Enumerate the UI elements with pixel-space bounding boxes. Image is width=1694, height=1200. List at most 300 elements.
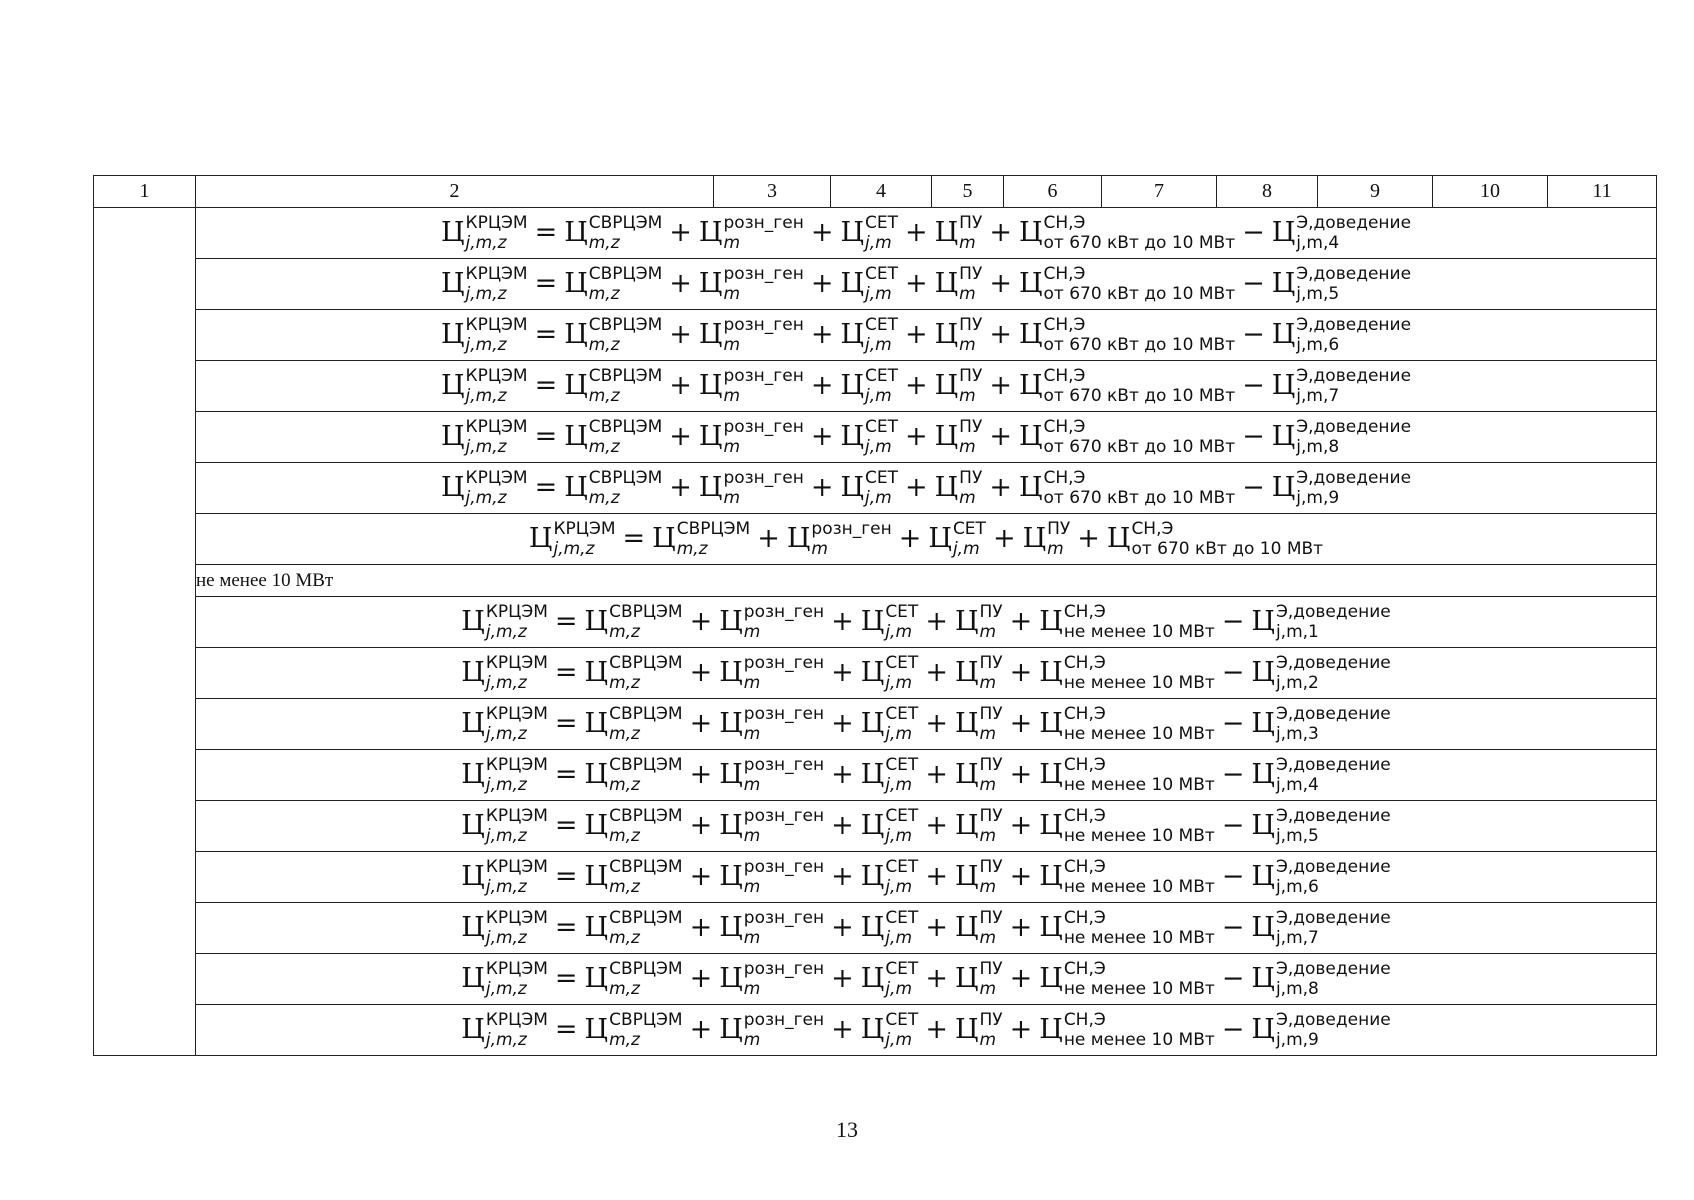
superscript: СВРЦЭМ — [609, 754, 683, 775]
price-symbol: Ц — [719, 707, 743, 739]
superscript: СЕТ — [885, 754, 919, 775]
script-stack — [1275, 652, 1391, 693]
script-stack — [723, 212, 804, 253]
script-stack — [1063, 703, 1215, 744]
price-symbol: Ц — [840, 318, 864, 350]
operator: + — [669, 420, 692, 452]
subscript: m,z — [609, 825, 640, 846]
formula — [440, 212, 1412, 253]
subscript: m,z — [609, 876, 640, 897]
formula-term — [584, 805, 683, 846]
price-symbol: Ц — [954, 707, 979, 739]
operator: = — [622, 522, 646, 554]
price-symbol: Ц — [860, 911, 885, 943]
subscript: j,m,z — [465, 487, 507, 508]
subscript: m — [743, 978, 761, 999]
formula-term — [719, 601, 825, 642]
script-stack — [723, 467, 804, 508]
operator: + — [689, 707, 713, 739]
subscript: m — [959, 487, 976, 508]
script-stack — [864, 467, 898, 508]
script-stack — [1063, 856, 1215, 897]
formula-cell — [196, 463, 1657, 514]
operator: + — [831, 860, 854, 892]
price-symbol: Ц — [860, 707, 885, 739]
script-stack — [743, 907, 825, 948]
script-stack — [1043, 365, 1236, 406]
script-stack — [1063, 805, 1215, 846]
subscript: j,m — [885, 723, 912, 744]
subscript: m — [979, 978, 997, 999]
script-stack — [485, 652, 548, 693]
script-stack — [885, 703, 919, 744]
formula-term — [934, 416, 983, 457]
superscript: СВРЦЭМ — [588, 263, 663, 284]
superscript: Э,доведение — [1275, 1009, 1391, 1030]
price-symbol: Ц — [1271, 216, 1296, 248]
formula-term — [564, 212, 663, 253]
operator: + — [992, 522, 1016, 554]
superscript: розн_ген — [743, 958, 825, 979]
subscript: не менее 10 МВт — [1063, 876, 1215, 897]
price-symbol: Ц — [1271, 267, 1296, 299]
header-cell: 3 — [714, 176, 831, 208]
subscript: j,m,9 — [1275, 1029, 1319, 1050]
subscript: не менее 10 МВт — [1063, 978, 1215, 999]
operator: + — [1009, 809, 1033, 841]
price-symbol: Ц — [934, 267, 959, 299]
script-stack — [465, 467, 528, 508]
superscript: СН,Э — [1063, 1009, 1106, 1030]
formula-term — [1271, 314, 1412, 355]
formula-cell — [196, 361, 1657, 412]
script-stack — [743, 856, 825, 897]
operator: − — [1242, 420, 1265, 452]
script-stack — [959, 263, 983, 304]
header-cell: 4 — [831, 176, 932, 208]
formula-term — [440, 263, 528, 304]
superscript: СЕТ — [864, 314, 898, 335]
operator: + — [1009, 911, 1033, 943]
superscript: СЕТ — [885, 958, 919, 979]
script-stack — [1063, 1009, 1215, 1050]
operator: = — [554, 707, 578, 739]
subscript: j,m,z — [485, 1029, 527, 1050]
price-symbol: Ц — [1251, 860, 1275, 892]
superscript: розн_ген — [743, 856, 825, 877]
script-stack — [885, 958, 919, 999]
script-stack — [1063, 754, 1215, 795]
operator: + — [810, 420, 834, 452]
price-symbol: Ц — [1271, 318, 1296, 350]
operator: − — [1221, 809, 1245, 841]
script-stack — [609, 754, 683, 795]
formula-term — [1271, 416, 1412, 457]
operator: + — [689, 656, 713, 688]
subscript: m — [1047, 538, 1064, 559]
operator: = — [534, 471, 558, 503]
operator: − — [1242, 318, 1265, 350]
price-symbol: Ц — [1251, 809, 1275, 841]
price-symbol: Ц — [1039, 911, 1063, 943]
formula-term — [1271, 467, 1412, 508]
operator: + — [831, 809, 854, 841]
superscript: СВРЦЭМ — [609, 1009, 683, 1030]
operator: + — [1009, 758, 1033, 790]
script-stack — [1275, 805, 1391, 846]
header-cell: 7 — [1102, 176, 1217, 208]
formula-term — [840, 416, 898, 457]
formula-term — [461, 754, 548, 795]
formula-term — [1018, 467, 1236, 508]
formula-term — [461, 856, 548, 897]
operator: + — [904, 420, 928, 452]
formula-cell — [196, 801, 1657, 852]
superscript: СЕТ — [864, 467, 898, 488]
superscript: КРЦЭМ — [485, 652, 548, 673]
table-row — [94, 412, 1657, 463]
formula — [461, 907, 1391, 948]
superscript: ПУ — [959, 365, 983, 386]
formula-cell — [196, 648, 1657, 699]
price-symbol: Ц — [1039, 1013, 1063, 1045]
superscript: розн_ген — [723, 365, 804, 386]
subscript: от 670 кВт до 10 МВт — [1043, 334, 1236, 355]
superscript: СВРЦЭМ — [609, 958, 683, 979]
subscript: j,m,5 — [1275, 825, 1319, 846]
formula-term — [1022, 518, 1071, 559]
operator: − — [1242, 267, 1265, 299]
operator: + — [989, 267, 1012, 299]
price-symbol: Ц — [440, 420, 465, 452]
superscript: СН,Э — [1063, 805, 1106, 826]
script-stack — [1063, 958, 1215, 999]
formula-term — [860, 754, 919, 795]
subscript: m — [723, 283, 741, 304]
operator: + — [925, 656, 948, 688]
price-symbol: Ц — [954, 656, 979, 688]
formula-term — [954, 907, 1003, 948]
table-row — [94, 514, 1657, 565]
superscript: СН,Э — [1043, 314, 1086, 335]
formula-term — [719, 652, 825, 693]
formula-term — [698, 314, 804, 355]
script-stack — [952, 518, 986, 559]
script-stack — [885, 754, 919, 795]
superscript: СН,Э — [1043, 416, 1086, 437]
script-stack — [979, 958, 1003, 999]
formula-term — [860, 856, 919, 897]
table-row — [94, 750, 1657, 801]
col1-cell — [94, 208, 196, 1056]
script-stack — [864, 314, 898, 355]
script-stack — [1296, 263, 1412, 304]
formula-term — [1251, 703, 1391, 744]
subscript: j,m,9 — [1296, 487, 1340, 508]
script-stack — [723, 416, 804, 457]
price-symbol: Ц — [698, 216, 723, 248]
formula-term — [564, 314, 663, 355]
superscript: ПУ — [979, 601, 1003, 622]
formula-term — [1018, 416, 1236, 457]
price-symbol: Ц — [1251, 911, 1275, 943]
table-row — [94, 1005, 1657, 1056]
header-cell: 8 — [1217, 176, 1318, 208]
formula-term — [934, 263, 983, 304]
formula-cell — [196, 903, 1657, 954]
script-stack — [864, 263, 898, 304]
price-symbol: Ц — [719, 656, 743, 688]
price-symbol: Ц — [1039, 809, 1063, 841]
script-stack — [485, 601, 548, 642]
operator: + — [925, 707, 948, 739]
price-symbol: Ц — [1251, 707, 1275, 739]
superscript: СН,Э — [1063, 703, 1106, 724]
subscript: j,m — [885, 927, 912, 948]
script-stack — [959, 212, 983, 253]
script-stack — [1063, 601, 1215, 642]
formula — [461, 601, 1391, 642]
superscript: СН,Э — [1063, 958, 1106, 979]
table-row — [94, 259, 1657, 310]
price-symbol: Ц — [698, 267, 723, 299]
price-symbol: Ц — [719, 605, 743, 637]
formula-term — [698, 263, 804, 304]
formula-term — [1039, 703, 1215, 744]
price-symbol: Ц — [564, 420, 588, 452]
price-symbol: Ц — [954, 1013, 979, 1045]
subscript: j,m,z — [485, 825, 527, 846]
script-stack — [979, 703, 1003, 744]
formula-term — [954, 856, 1003, 897]
formula-term — [584, 1009, 683, 1050]
table-row — [94, 852, 1657, 903]
superscript: ПУ — [979, 703, 1003, 724]
subscript: j,m,5 — [1296, 283, 1340, 304]
price-symbol: Ц — [786, 522, 811, 554]
operator: + — [831, 962, 854, 994]
price-symbol: Ц — [1106, 522, 1131, 554]
operator: + — [831, 1013, 854, 1045]
subscript: j,m,z — [465, 232, 507, 253]
price-symbol: Ц — [584, 1013, 609, 1045]
script-stack — [885, 652, 919, 693]
script-stack — [743, 652, 825, 693]
operator: = — [554, 1013, 578, 1045]
formula-term — [461, 601, 548, 642]
page-number: 13 — [836, 1117, 858, 1142]
subscript: j,m,6 — [1296, 334, 1340, 355]
superscript: розн_ген — [743, 652, 825, 673]
superscript: КРЦЭМ — [553, 518, 616, 539]
operator: = — [554, 656, 578, 688]
subscript: не менее 10 МВт — [1063, 672, 1215, 693]
table-row — [94, 361, 1657, 412]
subscript: не менее 10 МВт — [1063, 1029, 1215, 1050]
price-symbol: Ц — [584, 707, 609, 739]
price-symbol: Ц — [564, 216, 588, 248]
subscript: m — [743, 1029, 761, 1050]
price-symbol: Ц — [440, 471, 465, 503]
subscript: m — [723, 334, 741, 355]
section-label: не менее 10 МВт — [196, 565, 1657, 597]
superscript: СН,Э — [1063, 856, 1106, 877]
subscript: j,m — [864, 385, 892, 406]
operator: + — [831, 656, 854, 688]
script-stack — [588, 467, 663, 508]
subscript: j,m — [864, 283, 892, 304]
formula-term — [954, 601, 1003, 642]
header-cell: 10 — [1433, 176, 1548, 208]
superscript: КРЦЭМ — [485, 958, 548, 979]
script-stack — [553, 518, 616, 559]
subscript: j,m — [864, 334, 892, 355]
formula-term — [461, 907, 548, 948]
price-symbol: Ц — [860, 758, 885, 790]
price-symbol: Ц — [860, 656, 885, 688]
script-stack — [609, 856, 683, 897]
formula-cell — [196, 1005, 1657, 1056]
superscript: КРЦЭМ — [465, 314, 528, 335]
superscript: СН,Э — [1043, 467, 1086, 488]
script-stack — [465, 314, 528, 355]
script-stack — [676, 518, 751, 559]
subscript: m,z — [609, 774, 640, 795]
script-stack — [1275, 1009, 1391, 1050]
table-row — [94, 310, 1657, 361]
operator: − — [1221, 758, 1245, 790]
operator: + — [689, 1013, 713, 1045]
operator: = — [534, 369, 558, 401]
price-symbol: Ц — [934, 420, 959, 452]
script-stack — [885, 907, 919, 948]
operator: = — [554, 911, 578, 943]
script-stack — [1296, 416, 1412, 457]
formula-term — [840, 467, 898, 508]
price-symbol: Ц — [719, 809, 743, 841]
subscript: j,m — [864, 232, 892, 253]
formula-term — [719, 907, 825, 948]
formula-term — [954, 652, 1003, 693]
price-symbol: Ц — [719, 962, 743, 994]
script-stack — [1275, 601, 1391, 642]
formula-term — [698, 416, 804, 457]
operator: + — [989, 420, 1012, 452]
subscript: не менее 10 МВт — [1063, 825, 1215, 846]
operator: = — [554, 758, 578, 790]
header-cell: 9 — [1318, 176, 1433, 208]
subscript: не менее 10 МВт — [1063, 723, 1215, 744]
operator: + — [925, 860, 948, 892]
formula — [461, 754, 1391, 795]
price-symbol: Ц — [1018, 420, 1043, 452]
script-stack — [864, 416, 898, 457]
formula — [440, 314, 1412, 355]
script-stack — [979, 805, 1003, 846]
subscript: от 670 кВт до 10 МВт — [1043, 436, 1236, 457]
script-stack — [743, 1009, 825, 1050]
formula-cell — [196, 514, 1657, 565]
price-symbol: Ц — [564, 267, 588, 299]
formula — [461, 703, 1391, 744]
price-symbol: Ц — [1251, 605, 1275, 637]
script-stack — [1296, 212, 1412, 253]
price-symbol: Ц — [440, 216, 465, 248]
script-stack — [959, 467, 983, 508]
script-stack — [959, 365, 983, 406]
price-symbol: Ц — [1271, 420, 1296, 452]
superscript: СЕТ — [864, 416, 898, 437]
price-symbol: Ц — [1251, 758, 1275, 790]
operator: + — [925, 1013, 948, 1045]
formula-term — [1039, 601, 1215, 642]
subscript: от 670 кВт до 10 МВт — [1043, 487, 1236, 508]
subscript: от 670 кВт до 10 МВт — [1131, 538, 1324, 559]
price-symbol: Ц — [840, 420, 864, 452]
formula-term — [652, 518, 751, 559]
subscript: j,m — [885, 672, 912, 693]
script-stack — [959, 314, 983, 355]
subscript: j,m — [864, 436, 892, 457]
script-stack — [743, 703, 825, 744]
superscript: СВРЦЭМ — [609, 856, 683, 877]
superscript: ПУ — [979, 754, 1003, 775]
header-row — [94, 176, 1657, 208]
subscript: m,z — [588, 487, 620, 508]
operator: + — [904, 369, 928, 401]
price-symbol: Ц — [461, 860, 485, 892]
price-symbol: Ц — [840, 369, 864, 401]
superscript: ПУ — [959, 212, 983, 233]
table-row — [94, 597, 1657, 648]
formula — [461, 856, 1391, 897]
formula — [440, 416, 1412, 457]
price-symbol: Ц — [954, 860, 979, 892]
formula-term — [840, 263, 898, 304]
formula-term — [698, 365, 804, 406]
subscript: j,m — [885, 774, 912, 795]
formula-term — [461, 652, 548, 693]
superscript: ПУ — [1047, 518, 1071, 539]
subscript: j,m — [885, 1029, 912, 1050]
formula-cell — [196, 597, 1657, 648]
subscript: m,z — [609, 621, 640, 642]
operator: + — [989, 318, 1012, 350]
subscript: m — [979, 672, 997, 693]
subscript: m — [979, 621, 997, 642]
price-symbol: Ц — [584, 605, 609, 637]
price-symbol: Ц — [934, 369, 959, 401]
operator: − — [1242, 216, 1265, 248]
script-stack — [1043, 416, 1236, 457]
formula-term — [719, 856, 825, 897]
formula-term — [1251, 1009, 1391, 1050]
script-stack — [1275, 856, 1391, 897]
script-stack — [979, 1009, 1003, 1050]
formula-term — [1039, 958, 1215, 999]
operator: + — [925, 605, 948, 637]
script-stack — [1043, 314, 1236, 355]
price-symbol: Ц — [528, 522, 553, 554]
operator: + — [898, 522, 922, 554]
price-symbol: Ц — [840, 216, 864, 248]
operator: + — [925, 962, 948, 994]
superscript: ПУ — [959, 416, 983, 437]
price-symbol: Ц — [1271, 369, 1296, 401]
formula-term — [461, 805, 548, 846]
subscript: m — [743, 672, 761, 693]
superscript: СЕТ — [864, 263, 898, 284]
